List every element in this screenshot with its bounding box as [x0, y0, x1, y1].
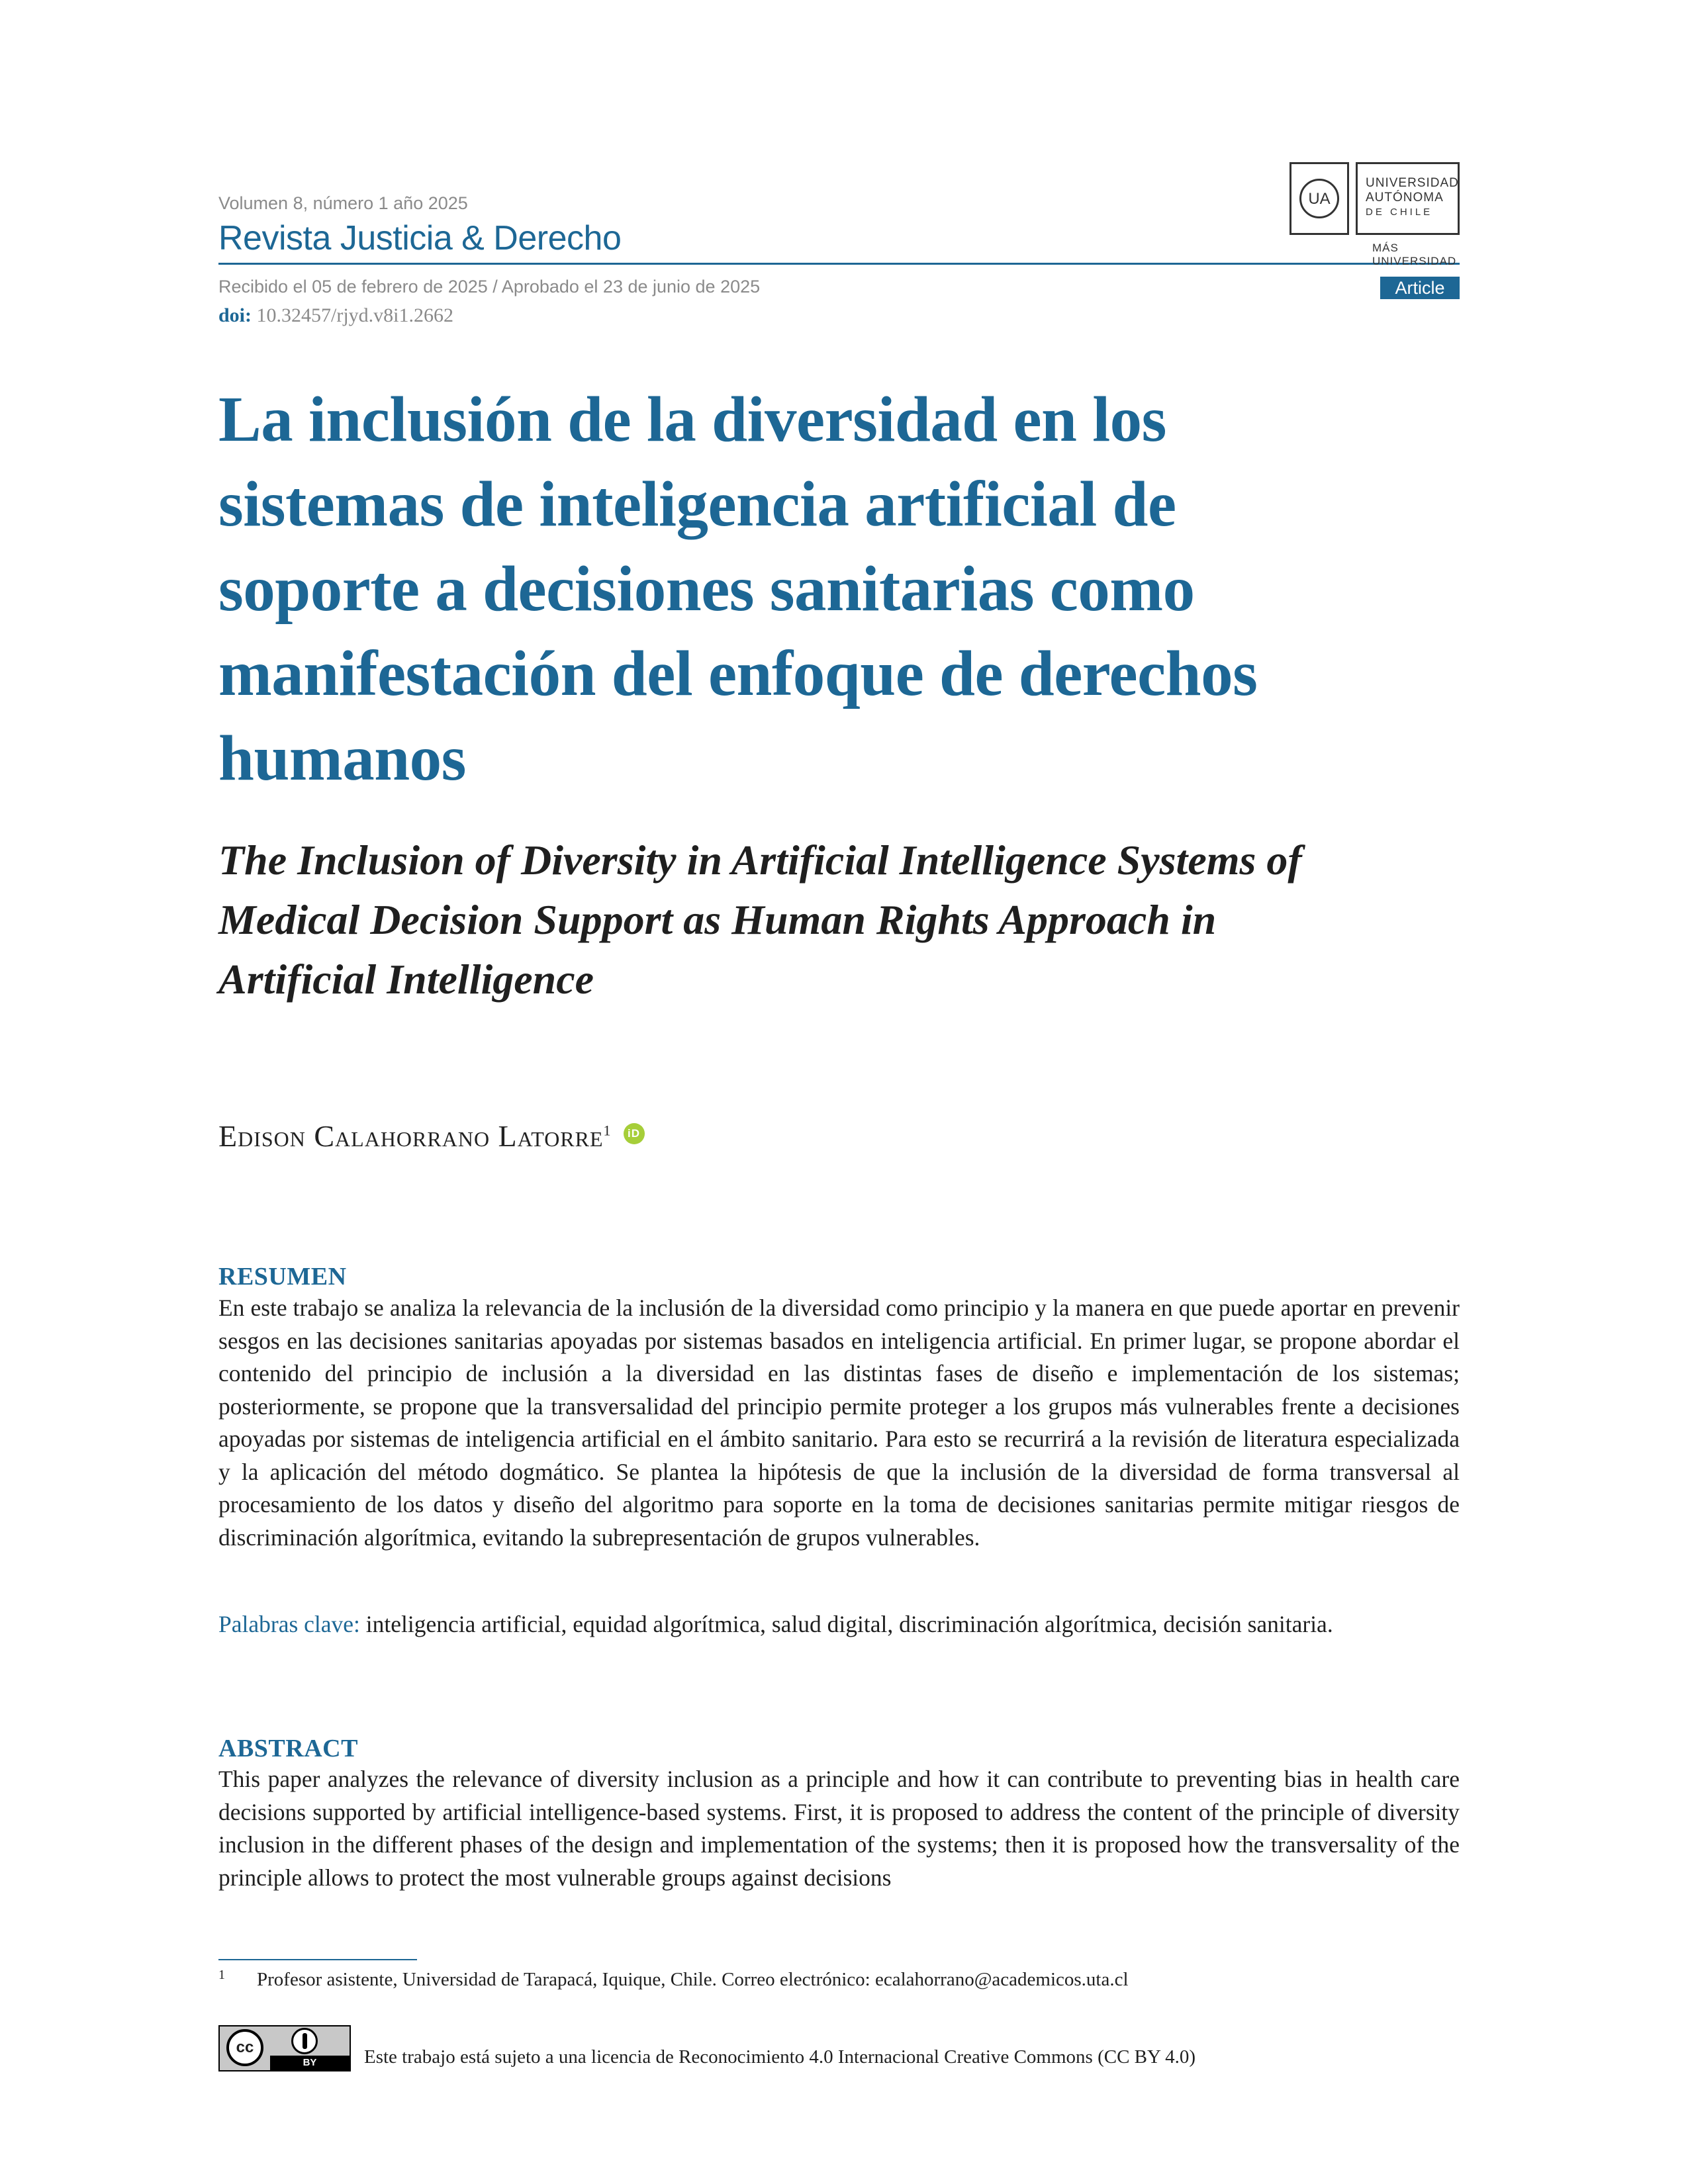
resumen-heading: RESUMEN: [218, 1263, 347, 1291]
resumen-text: En este trabajo se analiza la relevancia de la inclusión de la diversidad como principio y la manera en que puede aportar en prevenir sesgos en las decisiones sanitarias apoyadas por sistemas basados en inteligencia artificial. En primer lugar, se propone abordar el contenido del principio de inclusión a la diversidad en las distintas fases de diseño e implementación de los sistemas; posteriormente, se propone que la transversalidad del principio permite proteger a los grupos más vulnerables frente a decisiones apoyadas por sistemas de inteligencia artificial en el ámbito sanitario. Para esto se recurrirá a la revisión de literatura especializada y la aplicación del método dogmático. Se plantea la hipótesis de que la inclusión de la diversidad de forma transversal al procesamiento de los datos y diseño del algoritmo para soporte en la toma de decisiones sanitarias permite mitigar riesgos de discriminación algorítmica, evitando la subrepresentación de grupos vulnerables.: [218, 1295, 1460, 1551]
doi[interactable]: [218, 304, 453, 327]
cc-by-license-badge[interactable]: [218, 2025, 351, 2071]
header-rule: [218, 263, 1460, 265]
article-title-english: The Inclusion of Diversity in Artificial Intelligence Systems of Medical Decision Support as Human Rights Approach in Artificial Intelligence: [218, 837, 1302, 1003]
author-line: [218, 1118, 645, 1154]
wordmark-line-2: AUTÓNOMA: [1366, 191, 1444, 205]
article-type-badge: Article: [1380, 277, 1460, 299]
university-tagline: MÁS UNIVERSIDAD: [1372, 242, 1457, 267]
keywords-text: inteligencia artificial, equidad algorítmica, salud digital, discriminación algorítmica, decisión sanitaria.: [365, 1611, 1333, 1637]
university-logo: [1289, 162, 1460, 267]
license-text: Este trabajo está sujeto a una licencia de Reconocimiento 4.0 Internacional Creative Commons (CC BY 4.0): [364, 2046, 1196, 2068]
wordmark-line-1: UNIVERSIDAD: [1366, 176, 1459, 190]
footnote-number: 1: [218, 1968, 225, 1982]
author-name: Edison Calahorrano Latorre: [218, 1119, 604, 1153]
university-wordmark: [1356, 162, 1460, 235]
abstract-text: This paper analyzes the relevance of diversity inclusion as a principle and how it can contribute to preventing bias in health care decisions supported by artificial intelligence-based systems. First, it is proposed to address the content of the principle of diversity inclusion in the different phases of the design and implementation of the systems; then it is proposed how the transversality of the principle allows to protect the most vulnerable groups against decisions: [218, 1766, 1460, 1891]
author-footnote-mark[interactable]: 1: [603, 1122, 612, 1139]
journal-name: Revista Justicia & Derecho: [218, 219, 622, 257]
orcid-icon[interactable]: iD: [624, 1123, 645, 1144]
keywords-label: Palabras clave:: [218, 1611, 360, 1637]
university-crest-icon: [1289, 162, 1349, 235]
doi-value[interactable]: 10.32457/rjyd.v8i1.2662: [256, 304, 454, 326]
received-approved-dates: Recibido el 05 de febrero de 2025 / Aprobado el 23 de junio de 2025: [218, 277, 761, 296]
abstract-heading: ABSTRACT: [218, 1735, 358, 1762]
by-label: BY: [270, 2056, 350, 2070]
footnote-text: Profesor asistente, Universidad de Tarapacá, Iquique, Chile. Correo electrónico: ecalahorrano@academicos.uta.cl: [257, 1969, 1129, 1990]
wordmark-line-3: DE CHILE: [1366, 206, 1433, 218]
attribution-person-icon: [291, 2028, 318, 2054]
keywords: [218, 1608, 1460, 1641]
crest-initials: UA: [1299, 179, 1339, 218]
creative-commons-icon: cc: [226, 2029, 263, 2066]
doi-label: doi:: [218, 304, 252, 326]
article-title-spanish: La inclusión de la diversidad en los sistemas de inteligencia artificial de soporte a decisiones sanitarias como manifestación del enfoque de derechos humanos: [218, 384, 1258, 794]
journal-volume: Volumen 8, número 1 año 2025: [218, 193, 468, 213]
footnote-rule: [218, 1959, 417, 1960]
